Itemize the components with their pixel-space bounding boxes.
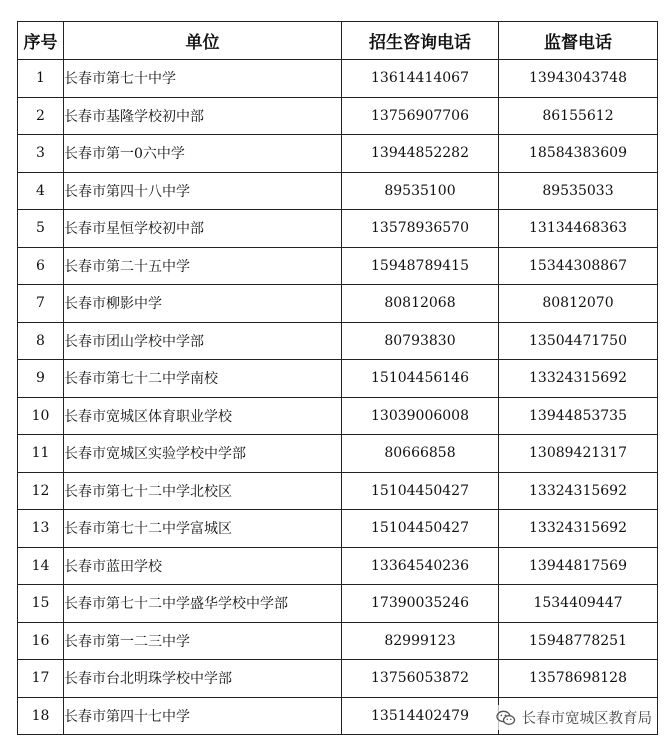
supervise-phone: 86155612 <box>499 97 658 135</box>
school-name: 长春市柳影中学 <box>64 285 342 323</box>
header-supervise-phone: 监督电话 <box>499 22 658 60</box>
supervise-phone: 13324315692 <box>499 510 658 548</box>
header-row <box>18 22 658 60</box>
row-number: 5 <box>18 210 64 248</box>
row-number: 16 <box>18 622 64 660</box>
school-name: 长春市宽城区体育职业学校 <box>64 397 342 435</box>
table-row <box>18 360 658 398</box>
row-number: 2 <box>18 97 64 135</box>
supervise-phone: 13504471750 <box>499 322 658 360</box>
row-number: 8 <box>18 322 64 360</box>
school-name: 长春市第七十中学 <box>64 60 342 98</box>
school-name: 长春市星恒学校初中部 <box>64 210 342 248</box>
school-name: 长春市第七十二中学南校 <box>64 360 342 398</box>
row-number: 9 <box>18 360 64 398</box>
header-name: 单位 <box>64 22 342 60</box>
row-number: 4 <box>18 172 64 210</box>
table-row <box>18 135 658 173</box>
table-row <box>18 547 658 585</box>
school-name: 长春市第一二三中学 <box>64 622 342 660</box>
enroll-phone: 80812068 <box>342 285 499 323</box>
school-name: 长春市宽城区实验学校中学部 <box>64 435 342 473</box>
enroll-phone: 15948789415 <box>342 247 499 285</box>
supervise-phone: 18584383609 <box>499 135 658 173</box>
school-name: 长春市第七十二中学富城区 <box>64 510 342 548</box>
row-number: 14 <box>18 547 64 585</box>
supervise-phone: 13089421317 <box>499 435 658 473</box>
header-no: 序号 <box>18 22 64 60</box>
table-row <box>18 172 658 210</box>
table-row <box>18 660 658 698</box>
row-number: 17 <box>18 660 64 698</box>
enroll-phone: 17390035246 <box>342 585 499 623</box>
enroll-phone: 13364540236 <box>342 547 499 585</box>
school-name: 长春市团山学校中学部 <box>64 322 342 360</box>
enroll-phone: 13039006008 <box>342 397 499 435</box>
contact-table <box>17 21 658 735</box>
enroll-phone: 80793830 <box>342 322 499 360</box>
table-row <box>18 210 658 248</box>
table-row <box>18 97 658 135</box>
school-name: 长春市第七十二中学盛华学校中学部 <box>64 585 342 623</box>
row-number: 15 <box>18 585 64 623</box>
enroll-phone: 13514402479 <box>342 697 499 735</box>
table-row <box>18 472 658 510</box>
wechat-icon <box>496 710 516 726</box>
watermark-text: 长春市宽城区教育局 <box>521 711 652 727</box>
enroll-phone: 15104450427 <box>342 472 499 510</box>
school-name: 长春市第四十七中学 <box>64 697 342 735</box>
table-row <box>18 585 658 623</box>
enroll-phone: 13614414067 <box>342 60 499 98</box>
table-row <box>18 435 658 473</box>
table-header <box>18 22 658 60</box>
supervise-phone: 1534409447 <box>499 585 658 623</box>
row-number: 1 <box>18 60 64 98</box>
table-row <box>18 322 658 360</box>
school-name: 长春市第七十二中学北校区 <box>64 472 342 510</box>
row-number: 12 <box>18 472 64 510</box>
enroll-phone: 13756907706 <box>342 97 499 135</box>
supervise-phone: 13134468363 <box>499 210 658 248</box>
enroll-phone: 15104456146 <box>342 360 499 398</box>
enroll-phone: 15104450427 <box>342 510 499 548</box>
supervise-phone: 13943043748 <box>499 60 658 98</box>
enroll-phone: 13944852282 <box>342 135 499 173</box>
row-number: 13 <box>18 510 64 548</box>
table-row <box>18 285 658 323</box>
supervise-phone: 13578698128 <box>499 660 658 698</box>
school-name: 长春市第二十五中学 <box>64 247 342 285</box>
enroll-phone: 80666858 <box>342 435 499 473</box>
table-body <box>18 60 658 735</box>
table-row <box>18 60 658 98</box>
enroll-phone: 13756053872 <box>342 660 499 698</box>
table-row <box>18 397 658 435</box>
row-number: 18 <box>18 697 64 735</box>
enroll-phone: 13578936570 <box>342 210 499 248</box>
enroll-phone: 82999123 <box>342 622 499 660</box>
supervise-phone: 13944853735 <box>499 397 658 435</box>
watermark <box>492 705 657 730</box>
school-name: 长春市基隆学校初中部 <box>64 97 342 135</box>
row-number: 6 <box>18 247 64 285</box>
table-row <box>18 510 658 548</box>
table-row <box>18 622 658 660</box>
supervise-phone: 15344308867 <box>499 247 658 285</box>
school-name: 长春市第一0六中学 <box>64 135 342 173</box>
school-name: 长春市蓝田学校 <box>64 547 342 585</box>
supervise-phone: 89535033 <box>499 172 658 210</box>
row-number: 3 <box>18 135 64 173</box>
row-number: 7 <box>18 285 64 323</box>
header-enroll-phone: 招生咨询电话 <box>342 22 499 60</box>
school-name: 长春市台北明珠学校中学部 <box>64 660 342 698</box>
school-name: 长春市第四十八中学 <box>64 172 342 210</box>
supervise-phone: 13324315692 <box>499 360 658 398</box>
table-row <box>18 247 658 285</box>
row-number: 10 <box>18 397 64 435</box>
enroll-phone: 89535100 <box>342 172 499 210</box>
supervise-phone: 15948778251 <box>499 622 658 660</box>
row-number: 11 <box>18 435 64 473</box>
supervise-phone: 13324315692 <box>499 472 658 510</box>
supervise-phone: 80812070 <box>499 285 658 323</box>
supervise-phone: 13944817569 <box>499 547 658 585</box>
